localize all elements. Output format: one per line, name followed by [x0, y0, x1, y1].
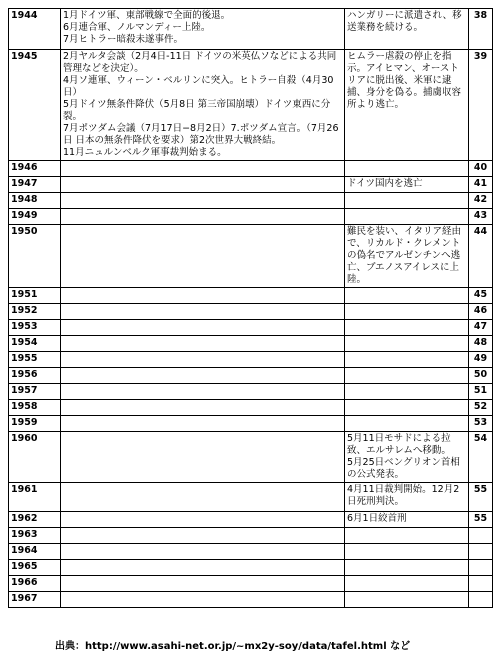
- person-events-cell: [345, 288, 469, 304]
- year-cell: 1964: [9, 544, 61, 560]
- age-cell: 44: [469, 225, 493, 288]
- table-row: [9, 576, 493, 592]
- table-row: [9, 483, 493, 512]
- table-row: [9, 177, 493, 193]
- year-cell: 1945: [9, 50, 61, 161]
- table-row: [9, 50, 493, 161]
- germany-events-cell: [61, 560, 345, 576]
- person-event-line: 6月1日絞首刑: [347, 513, 407, 524]
- age-cell: [469, 576, 493, 592]
- year-cell: 1965: [9, 560, 61, 576]
- germany-event-line: 11月ニュルンベルク軍事裁判始まる。: [63, 147, 227, 158]
- person-events-cell: [345, 544, 469, 560]
- age-cell: 43: [469, 209, 493, 225]
- year-cell: 1947: [9, 177, 61, 193]
- year-cell: 1967: [9, 592, 61, 608]
- age-cell: 55: [469, 512, 493, 528]
- germany-events-cell: [61, 576, 345, 592]
- person-events-cell: [345, 225, 469, 288]
- germany-event-line: 5月ドイツ無条件降伏（5月8日 第三帝国崩壊）ドイツ東西に分裂。: [63, 99, 331, 122]
- person-events-cell: [345, 304, 469, 320]
- chronology-table: [8, 8, 493, 608]
- person-events-cell: [345, 432, 469, 483]
- table-row: [9, 209, 493, 225]
- person-events-cell: [345, 400, 469, 416]
- age-cell: [469, 544, 493, 560]
- person-events-cell: [345, 336, 469, 352]
- person-event-line: 5月25日ベングリオン首相の公式発表。: [347, 457, 460, 480]
- age-cell: 39: [469, 50, 493, 161]
- germany-events-cell: [61, 400, 345, 416]
- table-row: [9, 416, 493, 432]
- person-events-cell: [345, 483, 469, 512]
- table-row: [9, 161, 493, 177]
- germany-event-line: 6月連合軍、ノルマンディー上陸。: [63, 22, 211, 33]
- table-row: [9, 193, 493, 209]
- age-cell: 54: [469, 432, 493, 483]
- year-cell: 1966: [9, 576, 61, 592]
- age-cell: 47: [469, 320, 493, 336]
- table-row: [9, 352, 493, 368]
- age-cell: 52: [469, 400, 493, 416]
- germany-events-cell: [61, 528, 345, 544]
- person-events-cell: [345, 193, 469, 209]
- age-cell: 41: [469, 177, 493, 193]
- germany-events-cell: [61, 544, 345, 560]
- age-cell: [469, 528, 493, 544]
- table-row: [9, 560, 493, 576]
- table-row: [9, 336, 493, 352]
- year-cell: 1955: [9, 352, 61, 368]
- germany-events-cell: [61, 177, 345, 193]
- age-cell: 42: [469, 193, 493, 209]
- germany-event-line: 4月ソ連軍、ウィーン・ベルリンに突入。ヒトラー自殺（4月30日）: [63, 75, 334, 98]
- germany-events-cell: [61, 483, 345, 512]
- germany-events-cell: [61, 368, 345, 384]
- age-cell: 51: [469, 384, 493, 400]
- age-cell: [469, 560, 493, 576]
- table-row: [9, 544, 493, 560]
- person-event-line: 5月11日モサドによる拉致、エルサレムへ移動。: [347, 433, 451, 456]
- germany-events-cell: [61, 193, 345, 209]
- person-event-line: 難民を装い、イタリア経由で、リカルド・クレメントの偽名でアルゼンチンへ逃亡、ブエノスアイレスに上陸。: [347, 226, 462, 285]
- person-events-cell: [345, 560, 469, 576]
- germany-event-line: 7月ヒトラー暗殺未遂事件。: [63, 34, 184, 45]
- year-cell: 1952: [9, 304, 61, 320]
- germany-events-cell: [61, 9, 345, 50]
- table-row: [9, 304, 493, 320]
- person-event-line: ハンガリーに派遣され、移送業務を続ける。: [347, 10, 462, 33]
- year-cell: 1954: [9, 336, 61, 352]
- germany-events-cell: [61, 225, 345, 288]
- year-cell: 1958: [9, 400, 61, 416]
- person-events-cell: [345, 576, 469, 592]
- germany-events-cell: [61, 384, 345, 400]
- person-events-cell: [345, 50, 469, 161]
- person-events-cell: [345, 512, 469, 528]
- year-cell: 1944: [9, 9, 61, 50]
- germany-events-cell: [61, 336, 345, 352]
- germany-events-cell: [61, 432, 345, 483]
- year-cell: 1960: [9, 432, 61, 483]
- person-event-line: 4月11日裁判開始。12月2日死刑判決。: [347, 484, 460, 507]
- person-events-cell: [345, 528, 469, 544]
- source-citation: 出典：http://www.asahi-net.or.jp/~mx2y-soy/data/tafel.html など: [55, 641, 411, 652]
- table-row: [9, 512, 493, 528]
- year-cell: 1956: [9, 368, 61, 384]
- person-events-cell: [345, 320, 469, 336]
- age-cell: 40: [469, 161, 493, 177]
- germany-events-cell: [61, 288, 345, 304]
- table-row: [9, 225, 493, 288]
- table-row: [9, 592, 493, 608]
- age-cell: 49: [469, 352, 493, 368]
- year-cell: 1959: [9, 416, 61, 432]
- age-cell: 38: [469, 9, 493, 50]
- table-row: [9, 288, 493, 304]
- person-events-cell: [345, 352, 469, 368]
- germany-events-cell: [61, 416, 345, 432]
- age-cell: 55: [469, 483, 493, 512]
- person-events-cell: [345, 177, 469, 193]
- germany-event-line: 2月ヤルタ会談（2月4日-11日 ドイツの米英仏ソなどによる共同管理などを決定）。: [63, 51, 337, 74]
- germany-events-cell: [61, 352, 345, 368]
- germany-events-cell: [61, 161, 345, 177]
- year-cell: 1946: [9, 161, 61, 177]
- person-events-cell: [345, 384, 469, 400]
- year-cell: 1949: [9, 209, 61, 225]
- person-event-line: ドイツ国内を逃亡: [347, 178, 423, 189]
- age-cell: 46: [469, 304, 493, 320]
- table-row: [9, 528, 493, 544]
- age-cell: 45: [469, 288, 493, 304]
- person-events-cell: [345, 592, 469, 608]
- table-row: [9, 432, 493, 483]
- age-cell: 50: [469, 368, 493, 384]
- year-cell: 1957: [9, 384, 61, 400]
- year-cell: 1962: [9, 512, 61, 528]
- person-events-cell: [345, 9, 469, 50]
- year-cell: 1953: [9, 320, 61, 336]
- germany-event-line: 7月ポツダム会議（7月17日−8月2日）7.ポツダム宣言。（7月26日 日本の無条件降伏を要求）第2次世界大戦終結。: [63, 123, 339, 146]
- year-cell: 1950: [9, 225, 61, 288]
- germany-events-cell: [61, 592, 345, 608]
- germany-events-cell: [61, 320, 345, 336]
- age-cell: 48: [469, 336, 493, 352]
- person-events-cell: [345, 416, 469, 432]
- germany-events-cell: [61, 304, 345, 320]
- germany-events-cell: [61, 50, 345, 161]
- person-events-cell: [345, 161, 469, 177]
- year-cell: 1963: [9, 528, 61, 544]
- table-row: [9, 320, 493, 336]
- person-events-cell: [345, 209, 469, 225]
- chronology-rows: [9, 9, 493, 608]
- year-cell: 1948: [9, 193, 61, 209]
- germany-event-line: 1月ドイツ軍、東部戦線で全面的後退。: [63, 10, 231, 21]
- table-row: [9, 9, 493, 50]
- age-cell: [469, 592, 493, 608]
- person-events-cell: [345, 368, 469, 384]
- germany-events-cell: [61, 512, 345, 528]
- table-row: [9, 368, 493, 384]
- person-event-line: ヒムラー虐殺の停止を指示。アイヒマン、オーストリアに脱出後、米軍に逮捕、身分を偽る。捕虜収容所より逃亡。: [347, 51, 462, 110]
- age-cell: 53: [469, 416, 493, 432]
- table-row: [9, 400, 493, 416]
- table-row: [9, 384, 493, 400]
- germany-events-cell: [61, 209, 345, 225]
- year-cell: 1951: [9, 288, 61, 304]
- year-cell: 1961: [9, 483, 61, 512]
